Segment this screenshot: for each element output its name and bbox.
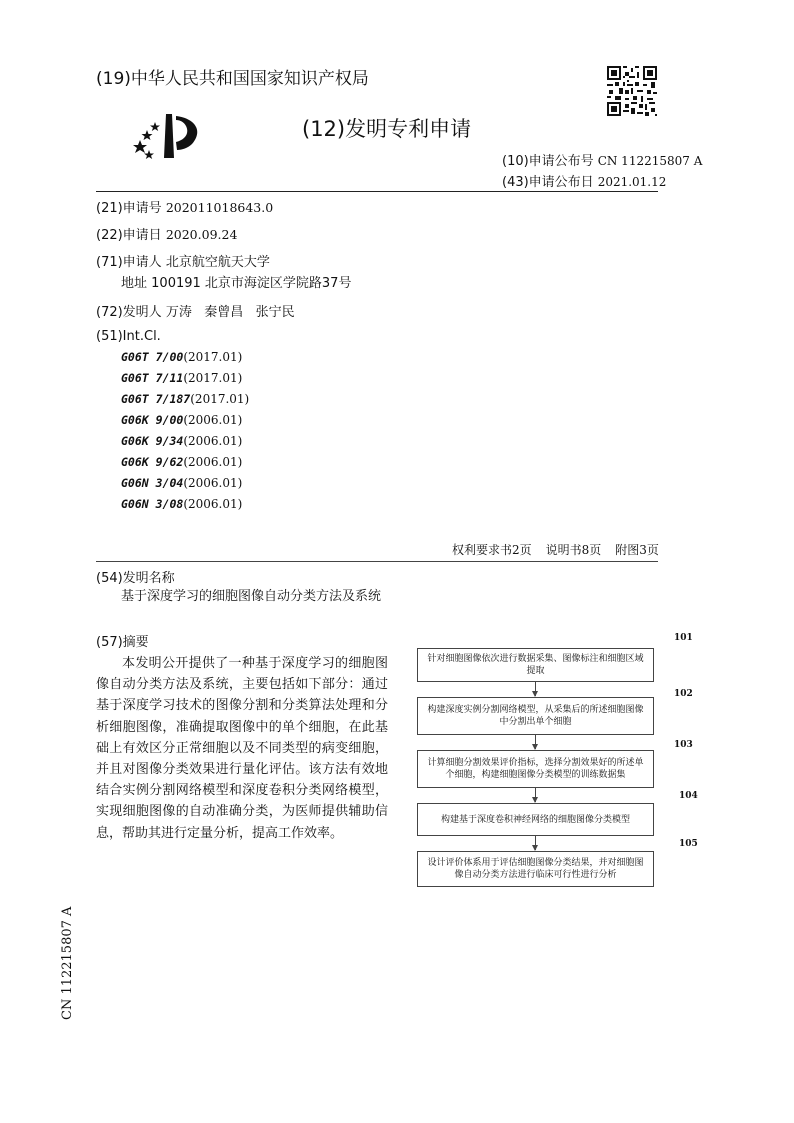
flowchart-step-101: 针对细胞图像依次进行数据采集、图像标注和细胞区域提取 bbox=[417, 648, 654, 682]
ipc-item: G06K 9/00(2006.01) bbox=[121, 413, 243, 427]
ipc-label: (51)Int.Cl. bbox=[96, 329, 161, 344]
applicant-label: (71)申请人 bbox=[96, 255, 162, 270]
step-number: 102 bbox=[674, 689, 693, 699]
publication-number-row bbox=[502, 150, 702, 169]
flow-arrow bbox=[535, 788, 536, 802]
ipc-item: G06T 7/187(2017.01) bbox=[121, 392, 250, 406]
ipc-item: G06N 3/08(2006.01) bbox=[121, 497, 243, 511]
flow-arrow bbox=[535, 735, 536, 749]
inventor-label: (72)发明人 bbox=[96, 305, 162, 320]
applicant-value: 北京航空航天大学 bbox=[165, 255, 270, 270]
office-name: (19)中华人民共和国国家知识产权局 bbox=[96, 69, 369, 89]
application-date-label: (22)申请日 bbox=[96, 228, 162, 243]
flowchart-step-102: 构建深度实例分割网络模型，从采集后的所述细胞图像中分割出单个细胞 bbox=[417, 697, 654, 735]
side-publication-number: CN 112215807 A bbox=[60, 906, 75, 1020]
ipc-item: G06K 9/62(2006.01) bbox=[121, 455, 243, 469]
description-page-count: 说明书8页 bbox=[545, 543, 602, 557]
step-number: 104 bbox=[679, 791, 698, 801]
address-value: 100191 北京市海淀区学院路37号 bbox=[151, 276, 352, 291]
application-date-value: 2020.09.24 bbox=[165, 227, 238, 242]
section-divider bbox=[96, 561, 658, 562]
address-row bbox=[121, 272, 351, 291]
inventor-value: 万涛 秦曾昌 张宁民 bbox=[165, 305, 295, 320]
invention-title: 基于深度学习的细胞图像自动分类方法及系统 bbox=[121, 589, 382, 604]
ipc-item: G06N 3/04(2006.01) bbox=[121, 476, 243, 490]
invention-title-label: (54)发明名称 bbox=[96, 571, 175, 586]
qr-code bbox=[607, 66, 657, 116]
ipc-item: G06T 7/00(2017.01) bbox=[121, 350, 243, 364]
flowchart-step-105: 设计评价体系用于评估细胞图像分类结果，并对细胞图像自动分类方法进行临床可行性进行分析 bbox=[417, 851, 654, 887]
ipc-item: G06K 9/34(2006.01) bbox=[121, 434, 243, 448]
application-number-value: 202011018643.0 bbox=[165, 200, 274, 215]
application-date-row bbox=[96, 224, 237, 243]
document-type-title: (12)发明专利申请 bbox=[302, 117, 472, 141]
page-counts bbox=[452, 541, 659, 558]
flowchart-step-103: 计算细胞分割效果评价指标，选择分割效果好的所述单个细胞，构建细胞图像分类模型的训练数据集 bbox=[417, 750, 654, 788]
flow-arrow bbox=[535, 836, 536, 850]
publication-number-label: (10)申请公布号 bbox=[502, 154, 594, 169]
step-number: 101 bbox=[674, 633, 693, 643]
flowchart-step-104: 构建基于深度卷积神经网络的细胞图像分类模型 bbox=[417, 803, 654, 836]
publication-number-value: CN 112215807 A bbox=[597, 154, 703, 168]
application-number-label: (21)申请号 bbox=[96, 201, 162, 216]
publication-date-row bbox=[502, 171, 666, 190]
header-divider bbox=[96, 191, 658, 192]
abstract-label: (57)摘要 bbox=[96, 635, 149, 650]
drawings-page-count: 附图3页 bbox=[615, 543, 659, 557]
publication-date-label: (43)申请公布日 bbox=[502, 175, 594, 190]
address-label: 地址 bbox=[121, 276, 148, 291]
flow-arrow bbox=[535, 682, 536, 696]
inventor-row bbox=[96, 301, 295, 320]
publication-date-value: 2021.01.12 bbox=[597, 175, 667, 189]
abstract-text: 本发明公开提供了一种基于深度学习的细胞图像自动分类方法及系统，主要包括如下部分：通过基于深度学习技术的图像分割和分类算法处理和分析细胞图像，准确提取图像中的单个细胞，在此基础上有效区分正常细胞以及不同类型的病变细胞，并且对图像分类效果进行量化评估。该方法有效地结合实例分割网络模型和深度卷积分类网络模型，实现细胞图像的自动准确分类，为医师提供辅助信息，帮助其进行定量分析，提高工作效率。 bbox=[96, 656, 388, 841]
step-number: 105 bbox=[679, 839, 698, 849]
application-number-row bbox=[96, 197, 273, 216]
ipc-item: G06T 7/11(2017.01) bbox=[121, 371, 243, 385]
applicant-row bbox=[96, 251, 270, 270]
claims-page-count: 权利要求书2页 bbox=[452, 543, 532, 557]
cnipa-emblem-logo bbox=[130, 108, 208, 166]
step-number: 103 bbox=[674, 740, 693, 750]
